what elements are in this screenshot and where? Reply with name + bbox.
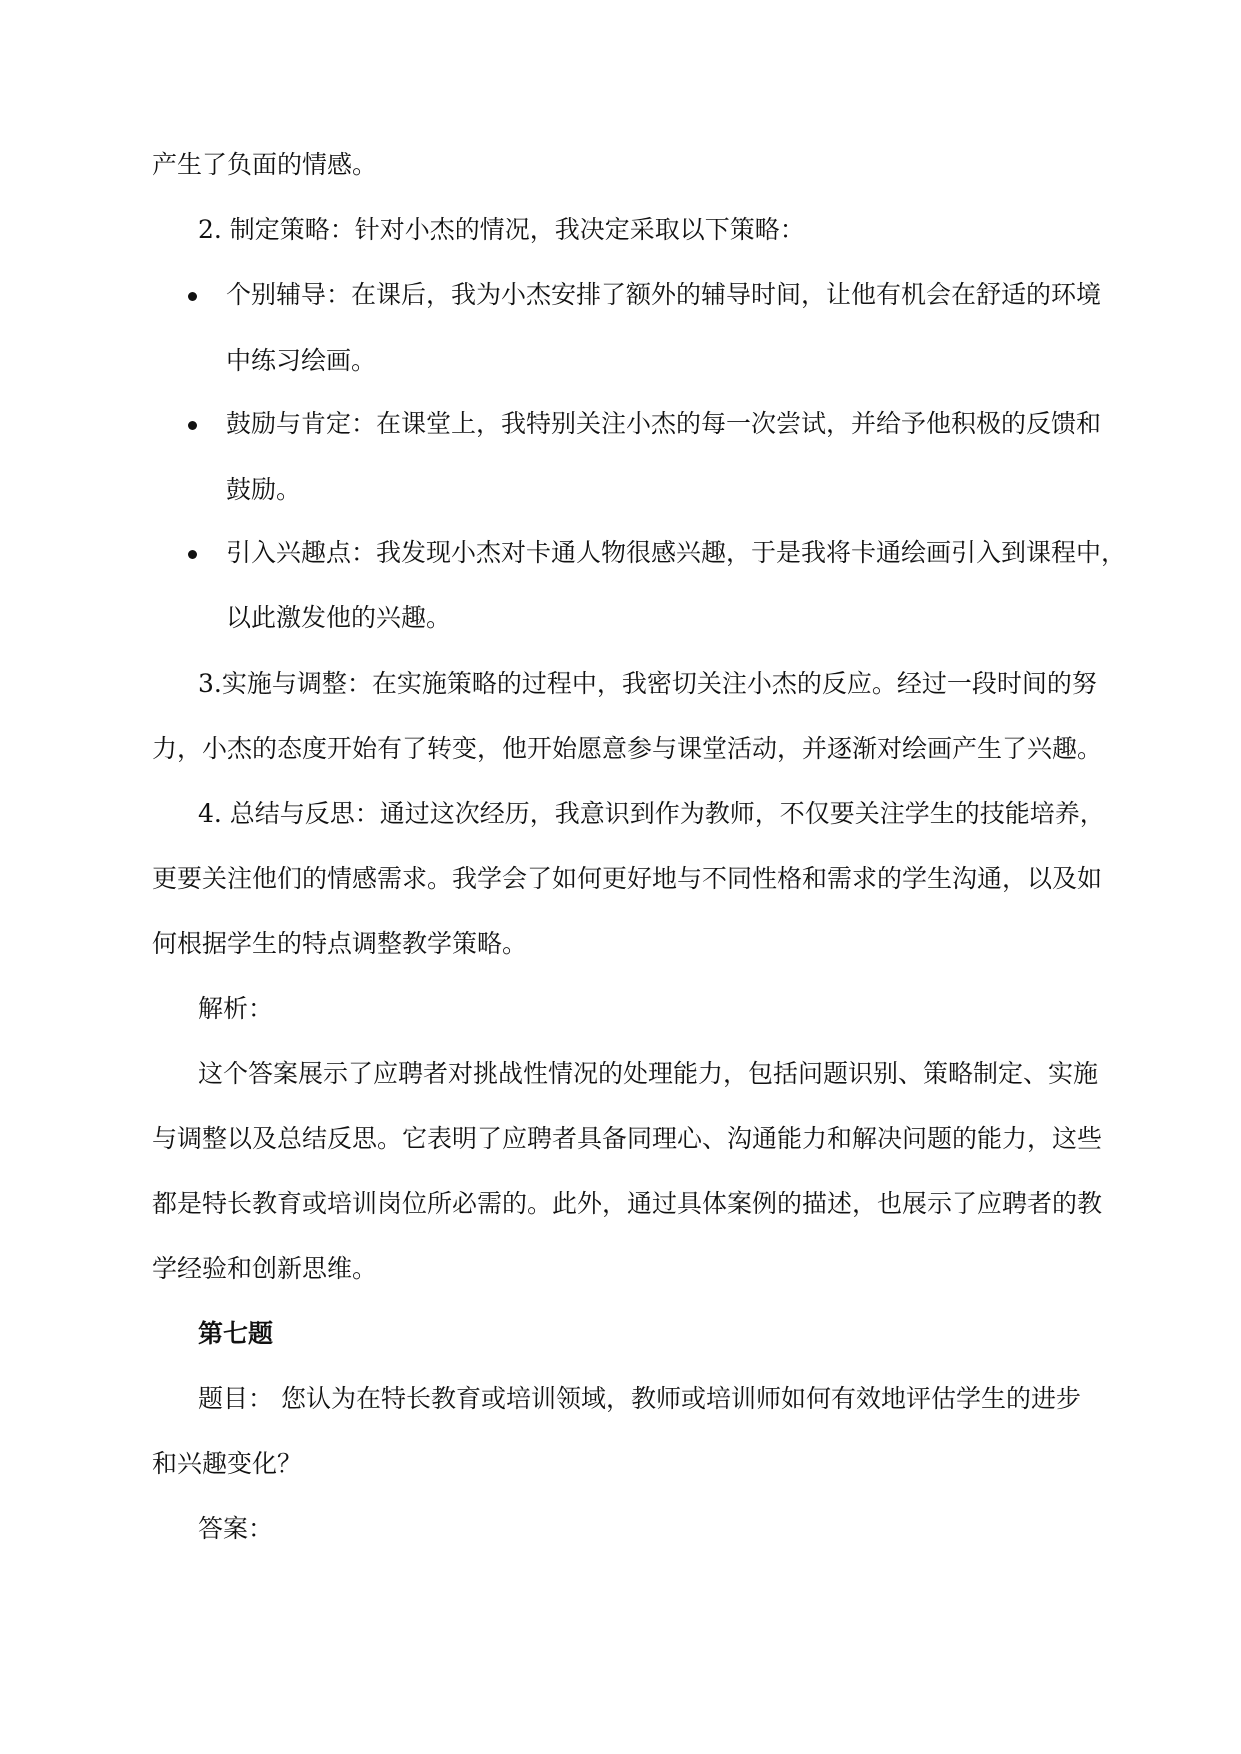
step-4-line-3: 何根据学生的特点调整教学策略。 (152, 929, 528, 958)
analysis-line-1: 这个答案展示了应聘者对挑战性情况的处理能力，包括问题识别、策略制定、实施 (198, 1059, 1099, 1088)
bullet-icon (188, 421, 197, 430)
question-line-2: 和兴趣变化？ (152, 1449, 303, 1478)
question-line-1: 题目： 您认为在特长教育或培训领域，教师或培训师如何有效地评估学生的进步 (198, 1384, 1081, 1413)
paragraph-line: 产生了负面的情感。 (152, 150, 378, 179)
bullet-2-line-1: 鼓励与肯定：在课堂上，我特别关注小杰的每一次尝试，并给予他积极的反馈和 (226, 409, 1102, 438)
analysis-label: 解析： (198, 994, 274, 1023)
bullet-3-line-1: 引入兴趣点：我发现小杰对卡通人物很感兴趣，于是我将卡通绘画引入到课程中， (226, 538, 1127, 567)
bullet-1-line-2: 中练习绘画。 (226, 346, 377, 375)
step-4-line-1: 4. 总结与反思：通过这次经历，我意识到作为教师，不仅要关注学生的技能培养， (198, 799, 1105, 828)
bullet-icon (188, 550, 197, 559)
step-3-line-1: 3.实施与调整：在实施策略的过程中，我密切关注小杰的反应。经过一段时间的努 (198, 669, 1097, 698)
answer-label: 答案： (198, 1514, 274, 1543)
analysis-line-2: 与调整以及总结反思。它表明了应聘者具备同理心、沟通能力和解决问题的能力，这些 (152, 1124, 1103, 1153)
question-heading: 第七题 (198, 1319, 274, 1348)
analysis-line-3: 都是特长教育或培训岗位所必需的。此外，通过具体案例的描述，也展示了应聘者的教 (152, 1189, 1103, 1218)
analysis-line-4: 学经验和创新思维。 (152, 1254, 378, 1283)
step-3-line-2: 力，小杰的态度开始有了转变，他开始愿意参与课堂活动，并逐渐对绘画产生了兴趣。 (152, 734, 1103, 763)
bullet-icon (188, 292, 197, 301)
bullet-1-line-1: 个别辅导：在课后，我为小杰安排了额外的辅导时间，让他有机会在舒适的环境 (226, 280, 1102, 309)
bullet-3-line-2: 以此激发他的兴趣。 (226, 603, 452, 632)
step-4-line-2: 更要关注他们的情感需求。我学会了如何更好地与不同性格和需求的学生沟通，以及如 (152, 864, 1103, 893)
step-2-line: 2. 制定策略：针对小杰的情况，我决定采取以下策略： (198, 215, 805, 244)
bullet-2-line-2: 鼓励。 (226, 475, 302, 504)
